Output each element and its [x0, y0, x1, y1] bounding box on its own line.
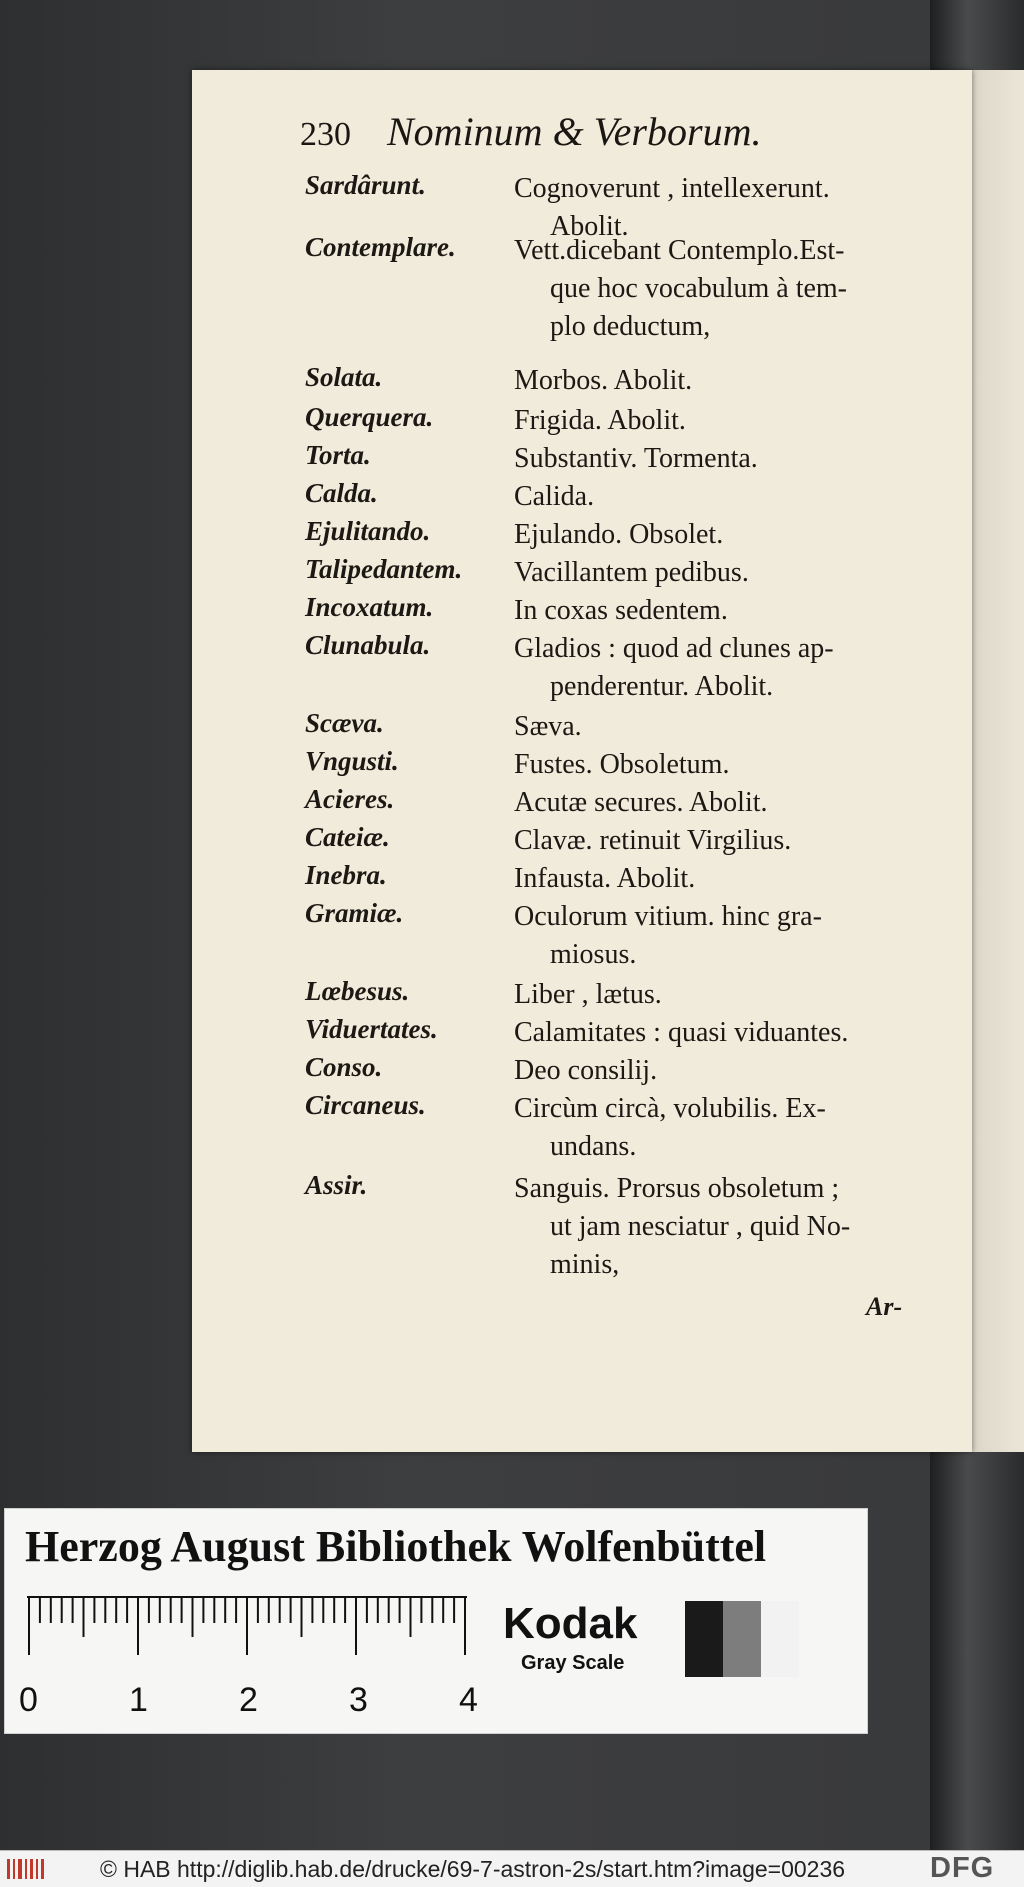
entry-term: Viduertates. — [305, 1014, 438, 1044]
footer-bar — [0, 1850, 1024, 1887]
entry-term: Solata. — [305, 362, 383, 392]
definition-line: miosus. — [550, 939, 637, 970]
ruler-number: 1 — [129, 1681, 148, 1719]
entry-term: Assir. — [305, 1170, 368, 1200]
gray-swatches — [685, 1601, 799, 1677]
entry-term: Gramiæ. — [305, 898, 404, 928]
ruler-number: 4 — [459, 1681, 478, 1719]
definition-line: penderentur. Abolit. — [550, 671, 774, 702]
definition-line: Circùm circà, volubilis. Ex- — [514, 1093, 826, 1124]
definition-line: Sanguis. Prorsus obsoletum ; — [514, 1173, 840, 1204]
definition-line: Frigida. Abolit. — [514, 405, 686, 436]
entry-term: Inebra. — [305, 860, 387, 890]
copyright-link[interactable]: © HAB http://diglib.hab.de/drucke/69-7-astron-2s/start.htm?image=00236 — [100, 1856, 846, 1882]
definition-line: Oculorum vitium. hinc gra- — [514, 901, 822, 932]
entry-definition — [514, 362, 942, 400]
definition-line: Clavæ. retinuit Virgilius. — [514, 825, 792, 856]
measurement-ruler — [27, 1595, 467, 1657]
gray-swatch — [723, 1601, 761, 1677]
ruler-number: 2 — [239, 1681, 258, 1719]
entry-definition — [514, 822, 942, 860]
definition-line: Morbos. Abolit. — [514, 365, 693, 396]
gray-scale-label: Gray Scale — [521, 1652, 625, 1674]
gray-swatch — [761, 1601, 799, 1677]
definition-line: Liber , lætus. — [514, 979, 662, 1010]
ruler-number: 0 — [19, 1681, 38, 1719]
entry-term: Scæva. — [305, 708, 384, 738]
entry-definition — [514, 592, 942, 630]
entry-term: Querquera. — [305, 402, 434, 432]
entry-definition — [514, 860, 942, 898]
entry-term: Acieres. — [305, 784, 395, 814]
running-title: Nominum & Verborum. — [387, 109, 762, 154]
entry-definition — [514, 708, 942, 746]
definition-line: Sæva. — [514, 711, 582, 742]
entry-term: Incoxatum. — [305, 592, 434, 622]
entry-definition — [514, 976, 942, 1014]
entry-term: Ejulitando. — [305, 516, 431, 546]
entry-definition — [514, 898, 942, 974]
entry-term: Sardârunt. — [305, 170, 426, 200]
definition-line: Abolit. — [550, 211, 629, 242]
definition-line: Substantiv. Tormenta. — [514, 443, 758, 474]
hab-barcode-icon — [6, 1857, 46, 1881]
entry-term: Vngusti. — [305, 746, 399, 776]
entry-term: Circaneus. — [305, 1090, 426, 1120]
kodak-logo: Kodak — [503, 1599, 638, 1648]
entry-term: Clunabula. — [305, 630, 431, 660]
entry-term: Lœbesus. — [305, 976, 410, 1006]
entry-definition — [514, 1170, 942, 1284]
definition-line: Ejulando. Obsolet. — [514, 519, 724, 550]
color-calibration-card — [4, 1508, 868, 1734]
ruler-number: 3 — [349, 1681, 368, 1719]
entry-definition — [514, 554, 942, 592]
institution-name: Herzog August Bibliothek Wolfenbüttel — [25, 1522, 767, 1571]
definition-line: Vett.dicebant Contemplo.Est- — [514, 235, 845, 266]
page-number: 230 — [300, 116, 351, 153]
gray-swatch — [685, 1601, 723, 1677]
definition-line: ut jam nesciatur , quid No- — [550, 1211, 851, 1242]
definition-line: que hoc vocabulum à tem- — [550, 273, 848, 304]
entry-definition — [514, 784, 942, 822]
entry-definition — [514, 478, 942, 516]
entry-term: Conso. — [305, 1052, 383, 1082]
definition-line: In coxas sedentem. — [514, 595, 728, 626]
entry-definition — [514, 402, 942, 440]
entry-definition — [514, 1052, 942, 1090]
definition-line: Calida. — [514, 481, 595, 512]
definition-line: Cognoverunt , intellexerunt. — [514, 173, 830, 204]
entry-definition — [514, 440, 942, 478]
entry-term: Calda. — [305, 478, 378, 508]
entry-definition — [514, 746, 942, 784]
definition-line: Gladios : quod ad clunes ap- — [514, 633, 834, 664]
definition-line: Acutæ secures. Abolit. — [514, 787, 768, 818]
definition-line: Calamitates : quasi viduantes. — [514, 1017, 849, 1048]
definition-line: Vacillantem pedibus. — [514, 557, 749, 588]
entry-term: Torta. — [305, 440, 371, 470]
ruler-numbers — [17, 1681, 497, 1721]
entry-term: Contemplare. — [305, 232, 456, 262]
definition-line: undans. — [550, 1131, 637, 1162]
entry-definition — [514, 630, 942, 706]
entry-term: Talipedantem. — [305, 554, 463, 584]
definition-line: plo deductum, — [550, 311, 711, 342]
entry-definition — [514, 516, 942, 554]
definition-line: Deo consilij. — [514, 1055, 658, 1086]
running-header — [300, 108, 761, 155]
entry-term: Cateiæ. — [305, 822, 390, 852]
definition-line: Fustes. Obsoletum. — [514, 749, 730, 780]
definition-line: minis, — [550, 1249, 620, 1280]
definition-line: Infausta. Abolit. — [514, 863, 696, 894]
entry-definition — [514, 232, 942, 346]
catchword: Ar- — [866, 1292, 903, 1321]
entry-definition — [514, 1090, 942, 1166]
dfg-logo: DFG — [930, 1852, 995, 1884]
entry-definition — [514, 1014, 942, 1052]
